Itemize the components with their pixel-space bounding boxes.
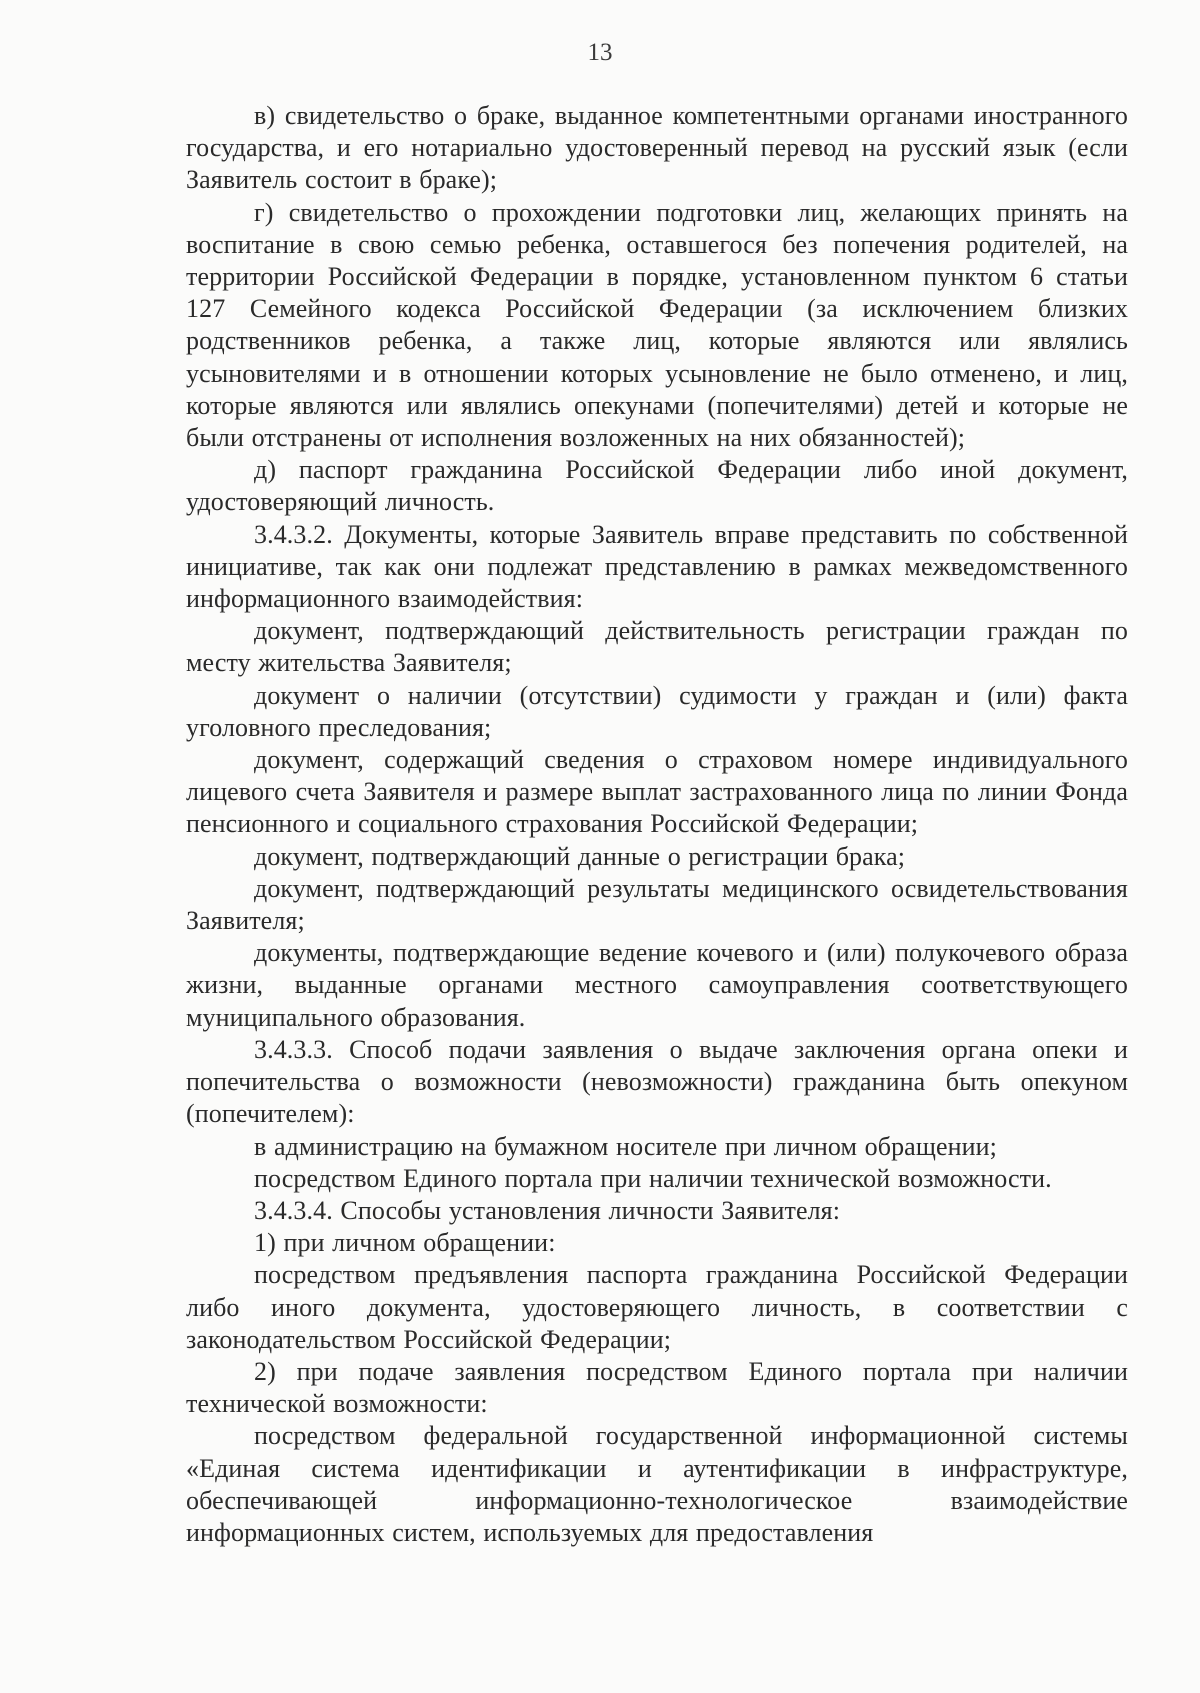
paragraph-registration-document: документ, подтверждающий действительность регистрации граждан по месту жительства Заявителя; — [186, 616, 1128, 678]
paragraph-paper-submission: в администрацию на бумажном носителе при личном обращении; — [254, 1131, 997, 1161]
paragraph-marriage-registration-document: документ, подтверждающий данные о регистрации брака; — [254, 841, 906, 871]
paragraph-portal-application: 2) при подаче заявления посредством Единого портала при наличии технической возможности: — [186, 1356, 1128, 1419]
paragraph-medical-document: документ, подтверждающий результаты медицинского освидетельствования Заявителя; — [186, 873, 1128, 936]
paragraph-portal-submission: посредством Единого портала при наличии технической возможности. — [254, 1163, 1052, 1193]
paragraph-section-3-4-3-2: 3.4.3.2. Документы, которые Заявитель вправе представить по собственной инициативе, так как они подлежат представлению в рамках межведомственного информационного взаимодействия: — [186, 519, 1128, 614]
paragraph-section-3-4-3-4: 3.4.3.4. Способы установления личности Заявителя: — [254, 1195, 841, 1225]
paragraph-criminal-record-document: документ о наличии (отсутствии) судимости у граждан и (или) факта уголовного преследования; — [186, 680, 1128, 742]
page-number: 13 — [587, 39, 613, 66]
paragraph-nomadic-lifestyle-document: документы, подтверждающие ведение кочевого и (или) полукочевого образа жизни, выданные органами местного самоуправления соответствующего муниципального образования. — [186, 938, 1128, 1032]
paragraph-training-certificate: г) свидетельство о прохождении подготовки лиц, желающих принять на воспитание в свою семью ребенка, оставшегося без попечения родителей, на территории Российской Федерации в порядке, установленном пунктом 6 статьи 127 Семейного кодекса Российской Федерации (за исключением близких родственников ребенка, а также лиц, которые являются или являлись усыновителями и в отношении которых усыновление не было отменено, и лиц, которые являются или являлись опекунами (попечителями) детей и которые не были отстранены от исполнения возложенных на них обязанностей); — [186, 197, 1128, 453]
paragraph-section-3-4-3-3: 3.4.3.3. Способ подачи заявления о выдаче заключения органа опеки и попечительства о возможности (невозможности) гражданина быть опекуном (попечителем): — [186, 1034, 1128, 1129]
paragraph-marriage-certificate: в) свидетельство о браке, выданное компетентными органами иностранного государства, и его нотариально удостоверенный перевод на русский язык (если Заявитель состоит в браке); — [186, 101, 1128, 195]
paragraph-passport: д) паспорт гражданина Российской Федерации либо иной документ, удостоверяющий личность. — [186, 455, 1128, 517]
paragraph-insurance-document: документ, содержащий сведения о страховом номере индивидуального лицевого счета Заявителя и размере выплат застрахованного лица по линии Фонда пенсионного и социального страхования Российской Федерации; — [186, 745, 1128, 839]
paragraph-personal-visit: 1) при личном обращении: — [254, 1228, 556, 1258]
paragraph-esia-system: посредством федеральной государственной информационной системы «Единая система идентификации и аутентификации в инфраструктуре, обеспечивающей информационно-технологическое взаимодействие информационных систем, используемых для предоставления — [186, 1421, 1128, 1547]
document-body — [186, 100, 1128, 1549]
paragraph-passport-presentation: посредством предъявления паспорта гражданина Российской Федерации либо иного документа, удостоверяющего личность, в соответствии с законодательством Российской Федерации; — [186, 1260, 1128, 1354]
